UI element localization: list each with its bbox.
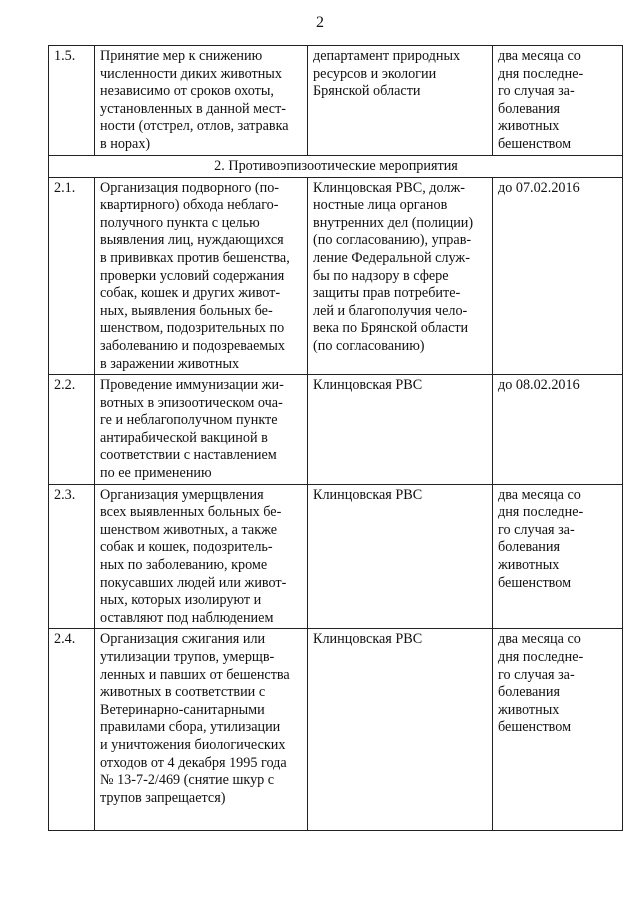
text-line: дня последне- bbox=[498, 649, 584, 665]
text-line: численности диких животных bbox=[100, 65, 282, 82]
item-number: 2.3. bbox=[49, 484, 95, 629]
text-line: по ее применению bbox=[100, 465, 212, 482]
responsible-cell bbox=[308, 375, 493, 485]
text-line: утилизации трупов, умерщв- bbox=[100, 649, 275, 665]
text-line: ленных и павших от бешенства bbox=[100, 666, 290, 683]
table-row bbox=[49, 629, 623, 831]
text-line: (по согласованию) bbox=[313, 337, 425, 354]
text-line: бешенством bbox=[498, 135, 572, 152]
text-line: два месяца со bbox=[498, 486, 581, 503]
text-line: до 07.02.2016 bbox=[498, 179, 580, 196]
text-line: Организация сжигания или bbox=[100, 631, 266, 648]
text-line: болевания bbox=[498, 539, 561, 556]
responsible-cell bbox=[308, 46, 493, 156]
text-line: животных bbox=[498, 118, 560, 135]
text-line: до 08.02.2016 bbox=[498, 377, 580, 394]
text-line: собак, кошек и других живот- bbox=[100, 285, 281, 302]
text-line: оставляют под наблюдением bbox=[100, 609, 274, 626]
text-line: и уничтожения биологических bbox=[100, 736, 286, 753]
text-line: бы по надзору в сфере bbox=[313, 267, 449, 284]
text-line: собак и кошек, подозритель- bbox=[100, 539, 273, 556]
page-number: 2 bbox=[316, 14, 324, 31]
text-line: ление Федеральной служ- bbox=[313, 249, 470, 266]
text-line: в прививках против бешенства, bbox=[100, 249, 290, 266]
text-line: животных bbox=[498, 557, 560, 574]
text-line: шенством животных, а также bbox=[100, 521, 277, 538]
text-line: трупов запрещается) bbox=[100, 789, 226, 806]
text-line: дня последне- bbox=[498, 504, 584, 521]
text-line: ных, выявления больных бе- bbox=[100, 302, 273, 319]
responsible-cell bbox=[308, 629, 493, 831]
text-line: ресурсов и экологии bbox=[313, 65, 437, 82]
text-line: болевания bbox=[498, 100, 561, 117]
text-line: вотных в эпизоотическом оча- bbox=[100, 394, 283, 411]
text-line: (по согласованию), управ- bbox=[313, 232, 472, 249]
text-line: два месяца со bbox=[498, 48, 581, 64]
text-line: отходов от 4 декабря 1995 года bbox=[100, 754, 287, 771]
text-line: ных по заболеванию, кроме bbox=[100, 557, 268, 574]
text-line: департамент природных bbox=[313, 48, 461, 64]
text-line: два месяца со bbox=[498, 631, 581, 648]
text-line: шенством, подозрительных по bbox=[100, 320, 285, 337]
text-line: всех выявленных больных бе- bbox=[100, 504, 282, 521]
text-line: Клинцовская РВС bbox=[313, 631, 423, 648]
text-line: животных в соответствии с bbox=[100, 684, 266, 701]
text-line: установленных в данной мест- bbox=[100, 100, 287, 117]
text-line: Клинцовская РВС bbox=[313, 486, 423, 503]
table-row bbox=[49, 46, 623, 156]
text-line: соответствии с наставлением bbox=[100, 447, 277, 464]
measure-cell bbox=[95, 484, 308, 629]
text-line: животных bbox=[498, 701, 560, 718]
term-cell bbox=[493, 46, 623, 156]
text-line: ных, которых изолируют и bbox=[100, 592, 262, 609]
text-line: века по Брянской области bbox=[313, 320, 469, 337]
text-line: Организация умерщвления bbox=[100, 486, 264, 503]
table-row bbox=[49, 484, 623, 629]
text-line: бешенством bbox=[498, 574, 572, 591]
text-line: Проведение иммунизации жи- bbox=[100, 377, 284, 394]
measures-table bbox=[48, 45, 623, 831]
text-line: выявления лиц, нуждающихся bbox=[100, 232, 284, 249]
measure-cell bbox=[95, 177, 308, 375]
text-line: Клинцовская РВС, долж- bbox=[313, 179, 466, 196]
text-line: квартирного) обхода неблаго- bbox=[100, 197, 279, 214]
section-header-row bbox=[49, 155, 623, 177]
text-line: получного пункта с целью bbox=[100, 214, 260, 231]
text-line: заболеванию и подозреваемых bbox=[100, 337, 285, 354]
item-number: 2.2. bbox=[49, 375, 95, 485]
text-line: защиты прав потребите- bbox=[313, 285, 461, 302]
section-title: 2. Противоэпизоотические мероприятия bbox=[49, 155, 623, 177]
text-line: независимо от сроков охоты, bbox=[100, 83, 274, 100]
measure-cell bbox=[95, 46, 308, 156]
text-line: Принятие мер к снижению bbox=[100, 48, 263, 64]
measure-cell bbox=[95, 629, 308, 831]
text-line: Брянской области bbox=[313, 83, 421, 100]
text-line: дня последне- bbox=[498, 65, 584, 82]
text-line: в заражении животных bbox=[100, 355, 240, 372]
term-cell bbox=[493, 629, 623, 831]
term-cell bbox=[493, 484, 623, 629]
measure-cell bbox=[95, 375, 308, 485]
term-cell bbox=[493, 177, 623, 375]
text-line: правилами сбора, утилизации bbox=[100, 719, 281, 736]
item-number: 2.1. bbox=[49, 177, 95, 375]
responsible-cell bbox=[308, 177, 493, 375]
text-line: лей и благополучия чело- bbox=[313, 302, 468, 319]
text-line: в норах) bbox=[100, 135, 151, 152]
table-row bbox=[49, 177, 623, 375]
text-line: го случая за- bbox=[498, 521, 575, 538]
item-number: 2.4. bbox=[49, 629, 95, 831]
text-line: болевания bbox=[498, 684, 561, 701]
text-line: ностные лица органов bbox=[313, 197, 448, 214]
table-row bbox=[49, 375, 623, 485]
text-line: покусавших людей или живот- bbox=[100, 574, 287, 591]
text-line: ге и неблагополучном пункте bbox=[100, 412, 278, 429]
text-line: антирабической вакциной в bbox=[100, 429, 268, 446]
text-line: бешенством bbox=[498, 719, 572, 736]
text-line: Клинцовская РВС bbox=[313, 377, 423, 394]
term-cell bbox=[493, 375, 623, 485]
text-line: Организация подворного (по- bbox=[100, 179, 280, 196]
text-line: ности (отстрел, отлов, затравка bbox=[100, 118, 289, 135]
text-line: № 13-7-2/469 (снятие шкур с bbox=[100, 772, 275, 789]
text-line: проверки условий содержания bbox=[100, 267, 285, 284]
text-line: Ветеринарно-санитарными bbox=[100, 701, 265, 718]
text-line: го случая за- bbox=[498, 83, 575, 100]
responsible-cell bbox=[308, 484, 493, 629]
text-line: внутренних дел (полиции) bbox=[313, 214, 474, 231]
item-number: 1.5. bbox=[49, 46, 95, 156]
text-line: го случая за- bbox=[498, 666, 575, 683]
